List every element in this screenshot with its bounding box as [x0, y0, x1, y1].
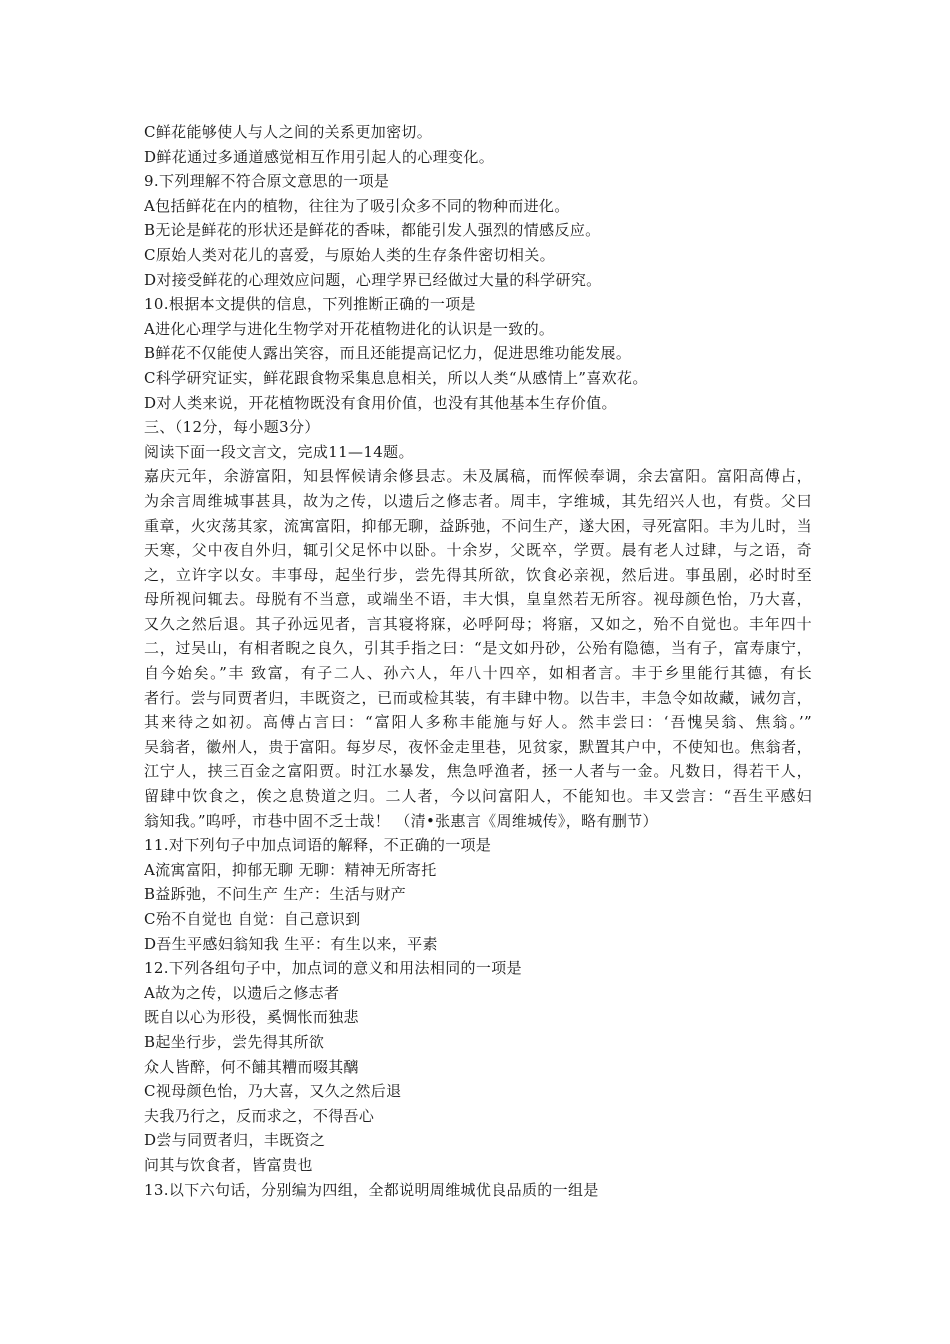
- text-line: B鲜花不仅能使人露出笑容，而且还能提高记忆力，促进思维功能发展。: [144, 344, 632, 363]
- text-line: 问其与饮食者，皆富贵也: [144, 1155, 313, 1174]
- text-line: 其来待之如初。高傅占言曰：“富阳人多称丰能施与好人。然丰尝曰：‘吾愧吴翁、焦翁。’”: [144, 713, 812, 732]
- text-line: 翁知我。”呜呼，市巷中固不乏士哉！ （清•张惠言《周维城传》，略有删节）: [144, 811, 658, 830]
- text-line: A流寓富阳，抑郁无聊 无聊：精神无所寄托: [144, 860, 437, 879]
- text-line: 夫我乃行之，反而求之，不得吾心: [144, 1106, 375, 1125]
- text-line: A包括鲜花在内的植物，往往为了吸引众多不同的物种而进化。: [144, 196, 570, 215]
- text-line: 11.对下列句子中加点词语的解释，不正确的一项是: [144, 836, 492, 855]
- text-line: 二，过吴山，有相者睨之良久，引其手指之曰：“是文如丹砂，公殆有隐德，当有子，富寿康宁，: [144, 639, 812, 658]
- text-line: 既自以心为形役，奚惆怅而独悲: [144, 1008, 359, 1027]
- text-line: 10.根据本文提供的信息，下列推断正确的一项是: [144, 295, 476, 314]
- text-line: 母所视问辄去。母脱有不当意，或端坐不语，丰大惧，皇皇然若无所容。视母颜色怡，乃大喜，: [144, 590, 812, 609]
- text-line: D对人类来说，开花植物既没有食用价值，也没有其他基本生存价值。: [144, 393, 617, 412]
- text-line: 13.以下六句话，分别编为四组，全都说明周维城优良品质的一组是: [144, 1180, 599, 1199]
- text-line: A故为之传，以遗后之修志者: [144, 983, 340, 1002]
- text-line: 9.下列理解不符合原文意思的一项是: [144, 172, 390, 191]
- text-line: 天寒，父中夜自外归，辄引父足怀中以卧。十余岁，父既卒，学贾。晨有老人过肆，与之语，奇: [144, 541, 812, 560]
- text-line: C原始人类对花儿的喜爱，与原始人类的生存条件密切相关。: [144, 245, 555, 264]
- text-line: 三、（12分，每小题3分）: [144, 418, 320, 437]
- document-page: [144, 120, 812, 1202]
- text-line: 江宁人，挟三百金之富阳贾。时江水暴发，焦急呼渔者，拯一人者与一金。凡数日，得若干人，: [144, 762, 812, 781]
- text-line: 吴翁者，徽州人，贵于富阳。每岁尽，夜怀金走里巷，见贫家，默置其户中，不使知也。焦翁者，: [144, 737, 812, 756]
- text-line: C殆不自觉也 自觉：自己意识到: [144, 910, 361, 928]
- text-line: 者行。尝与同贾者归，丰既资之，已而或检其装，有丰肆中物。以告丰，丰急令如故藏，诫勿言，: [144, 688, 812, 707]
- text-line: A进化心理学与进化生物学对开花植物进化的认识是一致的。: [144, 319, 555, 338]
- text-line: 阅读下面一段文言文，完成11—14题。: [144, 442, 414, 461]
- text-line: C鲜花能够使人与人之间的关系更加密切。: [144, 123, 433, 141]
- text-line: 12.下列各组句子中，加点词的意义和用法相同的一项是: [144, 959, 522, 978]
- text-line: 众人皆醉，何不餔其糟而啜其醨: [144, 1057, 359, 1076]
- text-line: D吾生平感妇翁知我 生平：有生以来，平素: [144, 934, 438, 953]
- text-line: 自今始矣。”丰 致富，有子二人、孙六人，年八十四卒，如相者言。丰于乡里能行其德，有长: [144, 664, 812, 683]
- text-line: D鲜花通过多通道感觉相互作用引起人的心理变化。: [144, 147, 495, 166]
- text-line: B益跅弛，不问生产 生产：生活与财产: [144, 885, 407, 904]
- text-line: B起坐行步，尝先得其所欲: [144, 1032, 325, 1051]
- text-line: C科学研究证实，鲜花跟食物采集息息相关，所以人类“从感情上”喜欢花。: [144, 368, 648, 387]
- text-line: D对接受鲜花的心理效应问题，心理学界已经做过大量的科学研究。: [144, 270, 602, 289]
- text-line: 之，立许字以女。丰事母，起坐行步，尝先得其所欲，饮食必亲视，然后进。事虽剧，必时时至: [144, 565, 812, 584]
- text-line: D尝与同贾者归，丰既资之: [144, 1131, 326, 1150]
- text-line: 留肆中饮食之，俟之息贽道之归。二人者，今以问富阳人，不能知也。丰又尝言：“吾生平感妇: [144, 787, 812, 806]
- text-line: 嘉庆元年，余游富阳，知县恽候请余修县志。未及属稿，而恽候奉调，余去富阳。富阳高傅占，: [144, 467, 812, 486]
- text-line: C视母颜色怡，乃大喜，又久之然后退: [144, 1082, 402, 1101]
- text-line: B无论是鲜花的形状还是鲜花的香味，都能引发人强烈的情感反应。: [144, 221, 601, 240]
- text-line: 为余言周维城事甚具，故为之传，以遗后之修志者。周丰，字维城，其先绍兴人也，有赀。父曰: [144, 491, 812, 510]
- text-line: 又久之然后退。其子孙远见者，言其寝将寐，必呼阿母；将寤，又如之，殆不自觉也。丰年四十: [144, 614, 812, 633]
- text-line: 重章，火灾荡其家，流寓富阳，抑郁无聊，益跅弛，不问生产，遂大困，寻死富阳。丰为儿时，当: [144, 516, 812, 535]
